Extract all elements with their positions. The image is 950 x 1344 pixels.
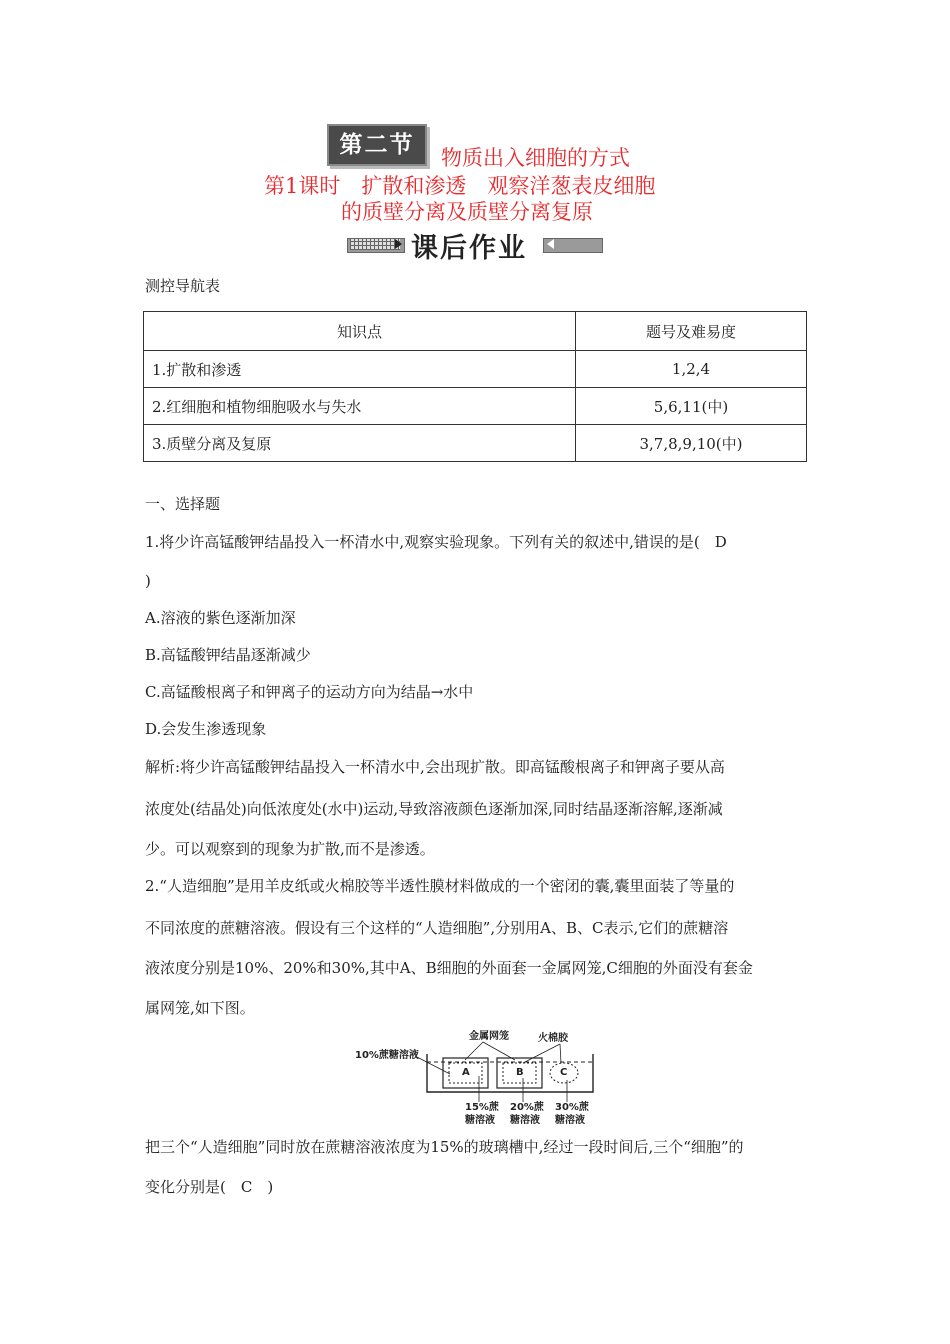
q1-analysis-line: 少。可以观察到的现象为扩散,而不是渗透。 [145,840,435,858]
label-bottom-a-2: 糖溶液 [465,1115,495,1126]
label-bottom-c-2: 糖溶液 [555,1115,585,1126]
q1-stem: 1.将少许高锰酸钾结晶投入一杯清水中,观察实验现象。下列有关的叙述中,错误的是( D [145,533,727,551]
artificial-cell-figure [355,1030,595,1130]
chapter-title: 物质出入细胞的方式 [441,146,630,170]
label-cell-b: B [516,1067,524,1078]
column-header-questions: 题号及难易度 [576,312,807,351]
questions-cell: 5,6,11(中) [576,388,807,425]
q2-stem-line: 不同浓度的蔗糖溶液。假设有三个这样的“人造细胞”,分别用A、B、C表示,它们的蔗糖溶 [145,919,729,937]
label-bottom-b-1: 20%蔗 [510,1102,544,1113]
label-bottom-b-2: 糖溶液 [510,1115,540,1126]
section-badge: 第二节 [327,124,427,166]
q2-stem-line: 液浓度分别是10%、20%和30%,其中A、B细胞的外面套一金属网笼,C细胞的外面没有套金 [145,959,753,977]
q1-option-c: C.高锰酸根离子和钾离子的运动方向为结晶→水中 [145,683,474,701]
label-bottom-c-1: 30%蔗 [555,1102,589,1113]
topic-cell: 3.质壁分离及复原 [144,425,576,462]
column-header-topic: 知识点 [144,312,576,351]
q1-option-a: A.溶液的紫色逐渐加深 [145,609,296,627]
topic-cell: 1.扩散和渗透 [144,351,576,388]
q1-option-d: D.会发生渗透现象 [145,720,267,738]
q2-stem-line: 属网笼,如下图。 [145,999,255,1017]
label-bottom-a-1: 15%蔗 [465,1102,499,1113]
q1-stem-end: ) [145,572,151,590]
table-row [144,351,807,388]
lesson-title: 第1课时 扩散和渗透 观察洋葱表皮细胞 [264,174,656,198]
q2-after-figure-line: 把三个“人造细胞”同时放在蔗糖溶液浓度为15%的玻璃槽中,经过一段时间后,三个“细胞”的 [145,1138,744,1156]
q2-after-figure-line: 变化分别是( C ) [145,1178,274,1196]
nav-table [143,311,807,462]
label-cell-c: C [560,1067,568,1078]
label-cell-a: A [462,1067,470,1078]
arrow-left-icon [547,239,554,249]
arrow-right-icon [395,239,402,249]
table-row [144,388,807,425]
label-metal-cage: 金属网笼 [469,1031,509,1042]
q1-analysis-line: 解析:将少许高锰酸钾结晶投入一杯清水中,会出现扩散。即高锰酸根离子和钾离子要从高 [145,758,725,776]
label-collodion: 火棉胶 [538,1033,568,1044]
table-caption: 测控导航表 [145,277,221,295]
q1-analysis-line: 浓度处(结晶处)向低浓度处(水中)运动,导致溶液颜色逐渐加深,同时结晶逐渐溶解,逐渐减 [145,800,723,818]
label-outer-solution: 10%蔗糖溶液 [355,1050,419,1061]
q1-option-b: B.高锰酸钾结晶逐渐减少 [145,646,311,664]
banner-title: 课后作业 [411,233,527,264]
banner-grid-decoration [350,239,400,250]
section-heading: 一、选择题 [145,495,221,513]
q2-stem-line: 2.“人造细胞”是用羊皮纸或火棉胶等半透性膜材料做成的一个密闭的囊,囊里面装了等量的 [145,877,735,895]
questions-cell: 1,2,4 [576,351,807,388]
table-header-row [144,312,807,351]
lesson-subtitle: 的质壁分离及质壁分离复原 [341,200,593,224]
table-row [144,425,807,462]
questions-cell: 3,7,8,9,10(中) [576,425,807,462]
topic-cell: 2.红细胞和植物细胞吸水与失水 [144,388,576,425]
